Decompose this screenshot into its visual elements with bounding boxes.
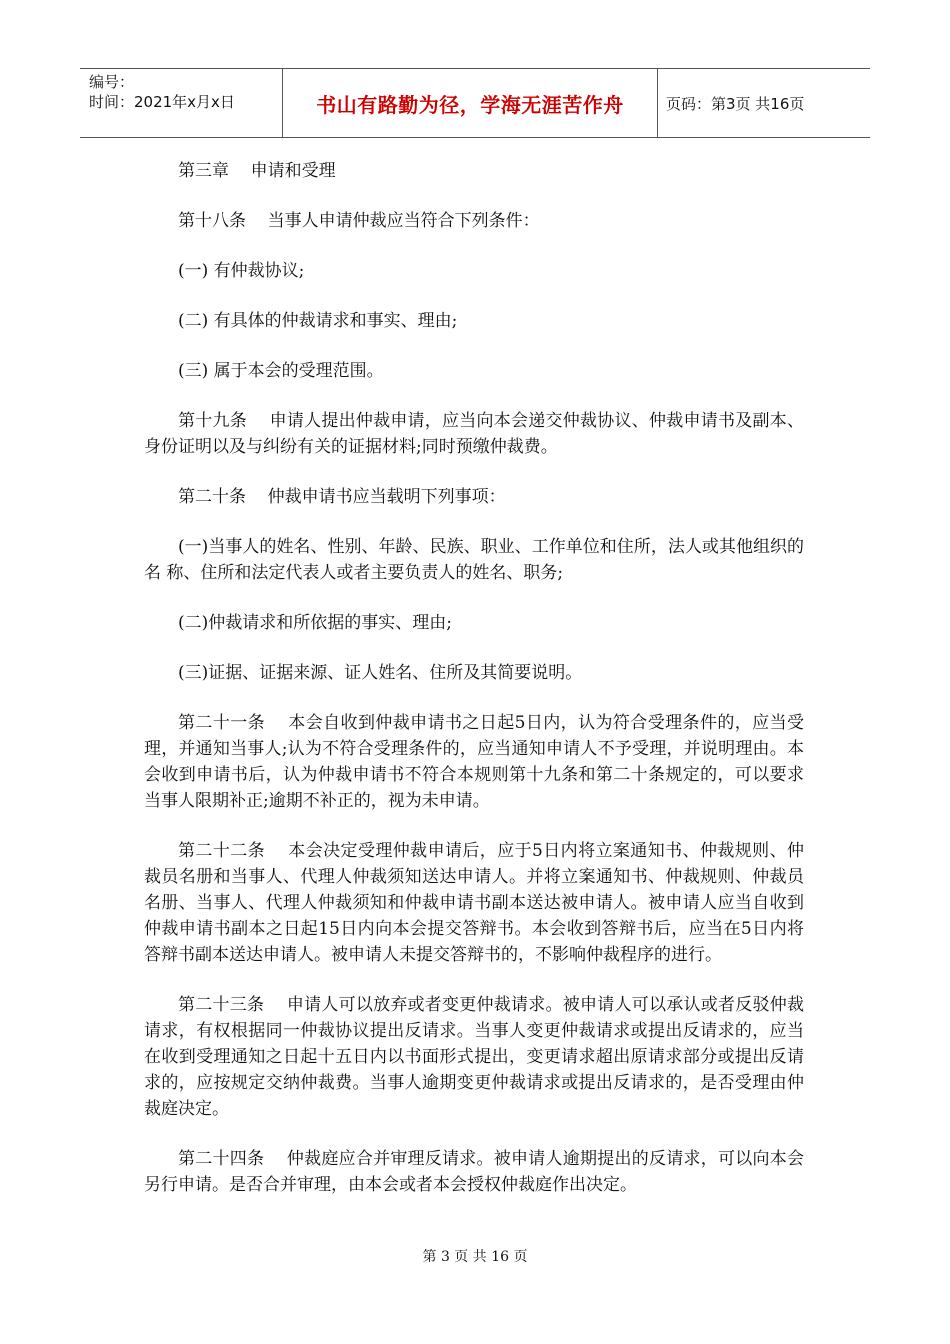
article-20-item-2: (二)仲裁请求和所依据的事实、理由; bbox=[178, 613, 452, 633]
document-body bbox=[144, 158, 804, 1222]
article-21: 第二十一条 本会自收到仲裁申请书之日起5日内，认为符合受理条件的，应当受理，并通知当事人;认为不符合受理条件的，应当通知申请人不予受理，并说明理由。本会收到申请书后，认为仲裁申请书不符合本规则第十九条和第二十条规定的，可以要求当事人限期补正;逾期不补正的，视为未申请。 bbox=[144, 713, 804, 811]
article-20-item-3: (三)证据、证据来源、证人姓名、住所及其简要说明。 bbox=[178, 663, 583, 683]
article-23: 第二十三条 申请人可以放弃或者变更仲裁请求。被申请人可以承认或者反驳仲裁请求，有权根据同一仲裁协议提出反请求。当事人变更仲裁请求或提出反请求的，应当在收到受理通知之日起十五日内以书面形式提出，变更请求超出原请求部分或提出反请求的，应按规定交纳仲裁费。当事人逾期变更仲裁请求或提出反请求的，是否受理由仲裁庭决定。 bbox=[144, 995, 804, 1119]
page-footer: 第 3 页 共 16 页 bbox=[422, 1249, 528, 1265]
header-meta bbox=[80, 69, 283, 137]
article-18-item-1: (一) 有仲裁协议; bbox=[178, 261, 305, 281]
article-22: 第二十二条 本会决定受理仲裁申请后，应于5日内将立案通知书、仲裁规则、仲裁员名册和当事人、代理人仲裁须知送达申请人。并将立案通知书、仲裁规则、仲裁员名册、当事人、代理人仲裁须知和仲裁申请书副本送达被申请人。被申请人应当自收到仲裁申请书副本之日起15日内向本会提交答辩书。本会收到答辩书后，应当在5日内将答辩书副本送达申请人。被申请人未提交答辩书的，不影响仲裁程序的进行。 bbox=[144, 841, 804, 965]
chapter-title: 第三章 申请和受理 bbox=[178, 161, 336, 181]
number-label: 编号： bbox=[89, 73, 135, 91]
time-label: 时间：2021年x月x日 bbox=[89, 93, 235, 111]
header-page-info: 页码：第3页 共16页 bbox=[666, 94, 805, 113]
article-18-item-2: (二) 有具体的仲裁请求和事实、理由; bbox=[178, 311, 458, 331]
article-18-item-3: (三) 属于本会的受理范围。 bbox=[178, 361, 384, 381]
article-20-item-1: (一)当事人的姓名、性别、年龄、民族、职业、工作单位和住所，法人或其他组织的名 称、住所和法定代表人或者主要负责人的姓名、职务; bbox=[144, 537, 804, 583]
article-18: 第十八条 当事人申请仲裁应当符合下列条件： bbox=[178, 211, 540, 231]
article-24: 第二十四条 仲裁庭应合并审理反请求。被申请人逾期提出的反请求，可以向本会另行申请。是否合并审理，由本会或者本会授权仲裁庭作出决定。 bbox=[144, 1149, 804, 1195]
article-20: 第二十条 仲裁申请书应当载明下列事项： bbox=[178, 487, 506, 507]
article-19: 第十九条 申请人提出仲裁申请，应当向本会递交仲裁协议、仲裁申请书及副本、身份证明以及与纠纷有关的证据材料;同时预缴仲裁费。 bbox=[144, 411, 804, 457]
page-header bbox=[80, 68, 870, 138]
header-motto: 书山有路勤为径，学海无涯苦作舟 bbox=[283, 69, 658, 137]
